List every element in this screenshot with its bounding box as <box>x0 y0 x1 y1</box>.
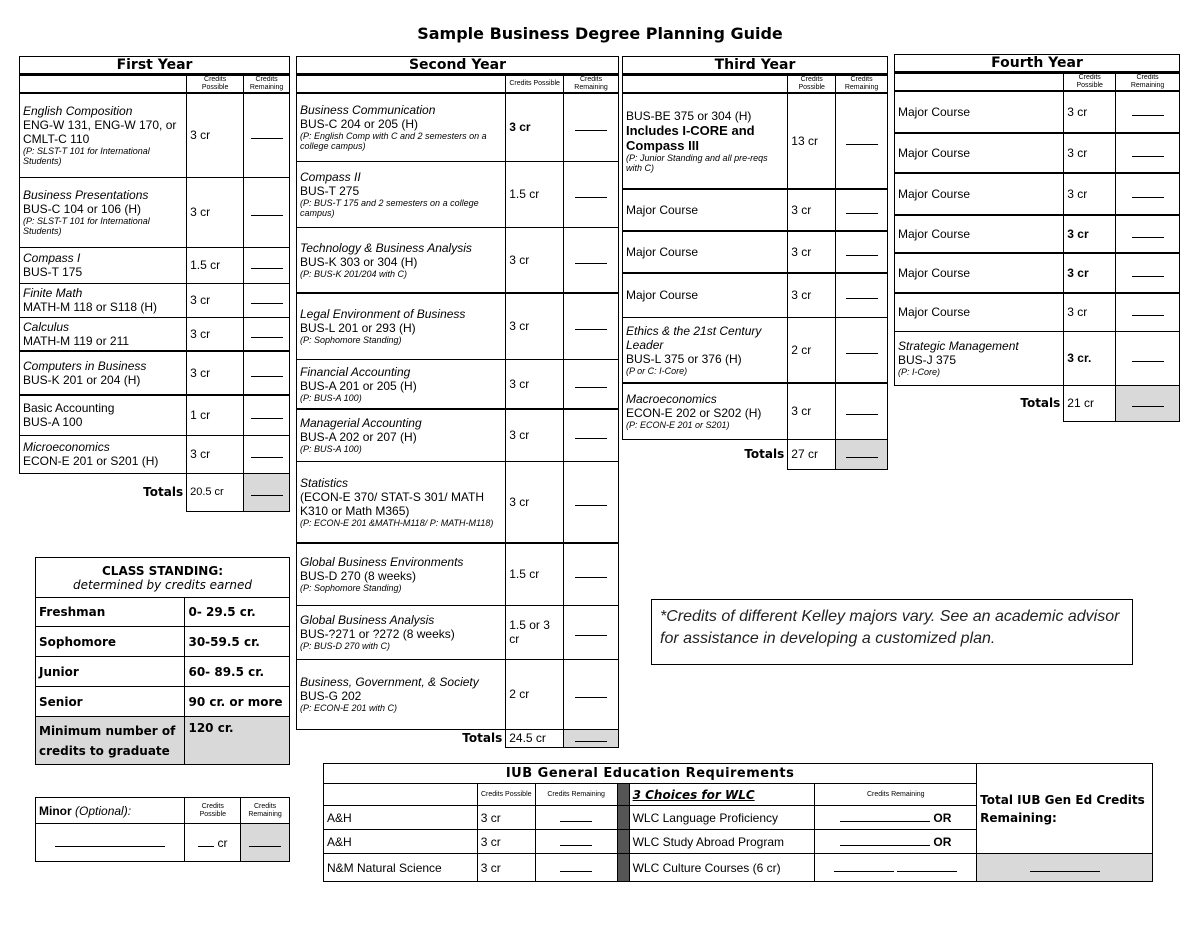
third-year-total: 27 cr <box>788 439 836 469</box>
course-row: Computers in Business BUS-K 201 or 204 (H) 3 cr <box>20 351 290 395</box>
minor-remaining-input[interactable] <box>249 836 281 847</box>
first-year-total: 20.5 cr <box>187 473 244 511</box>
credits-remaining-input[interactable] <box>575 120 607 131</box>
page-title: Sample Business Degree Planning Guide <box>417 24 783 43</box>
course-row: Global Business Environments BUS-D 270 (8 weeks) (P: Sophomore Standing) 1.5 cr <box>297 543 619 605</box>
credits-remaining-input[interactable] <box>575 687 607 698</box>
credits-note: *Credits of different Kelley majors vary. See an academic advisor for assistance in developing a customized plan. <box>651 599 1133 665</box>
second-year-table: Second Year Credits Possible Credits Remaining Business Communication BUS-C 204 or 205 (H) (P: English Comp with C and 2 semesters on a college campus) 3 cr Compass II BUS-T 275 (P: BUS-T 175 and 2 semesters on a college campus) 1.5 cr Technology & Business Analysis BUS-K 303 or 304 (H) (P: BUS-K 201/204 with C) 3 cr Legal Environment of Business BUS-L 201 or 293 (H) (P: Sophomore Standing) 3 cr Financial Accounting BUS-A 201 or 205 (H) (P: BUS-A 100) 3 cr Managerial Accounting BUS-A 202 or 207 (H) (P: BUS-A 100) 3 cr Statistics (ECON-E 370/ STAT-S 301/ MATH K310 or Math M365) (P: ECON-E 201 &MATH-M118/ P: MATH-M118) 3 cr Global Business Environments BUS-D 270 (8 weeks) (P: Sophomore Standing) 1.5 cr Global Business Analysis BUS-?271 or ?272 (8 weeks) (P: BUS-D 270 with C) 1.5 or 3 cr Business, Government, & Society BUS-G 202 (P: ECON-E 201 with C) 2 cr Totals 24.5 cr <box>296 56 619 748</box>
gened-title: IUB General Education Requirements <box>324 764 977 784</box>
course-row: Strategic Management BUS-J 375 (P: I-Core) 3 cr. <box>895 331 1180 385</box>
course-row: Major Course 3 cr <box>623 231 888 273</box>
credits-remaining-input[interactable] <box>846 343 878 354</box>
totals-label: Totals <box>143 485 184 500</box>
credits-remaining-input[interactable] <box>251 128 283 139</box>
credits-remaining-input[interactable] <box>1132 105 1164 116</box>
credits-remaining-input[interactable] <box>560 835 592 846</box>
course-row: Finite Math MATH-M 118 or S118 (H) 3 cr <box>20 283 290 317</box>
credits-remaining-input[interactable] <box>560 811 592 822</box>
course-row: Compass II BUS-T 275 (P: BUS-T 175 and 2 semesters on a college campus) 1.5 cr <box>297 161 619 227</box>
credits-remaining-input[interactable] <box>846 404 878 415</box>
class-standing-title: CLASS STANDING: <box>101 563 223 578</box>
gened-row: A&H 3 cr WLC Language Proficiency OR <box>324 806 1153 830</box>
course-row: Business, Government, & Society BUS-G 202 (P: ECON-E 201 with C) 2 cr <box>297 659 619 729</box>
fourth-year-table: Fourth Year Credits Possible Credits Remaining Major Course 3 cr Major Course 3 cr Major Course 3 cr Major Course 3 cr Major Course 3 cr Major Course 3 cr Strategic Management BUS-J 375 (P: I-Core) 3 cr. Totals 21 cr <box>894 54 1180 422</box>
credits-remaining-input[interactable] <box>575 567 607 578</box>
course-row: Business Presentations BUS-C 104 or 106 (H) (P: SLST-T 101 for International Students) 3 cr <box>20 177 290 247</box>
course-row: Major Course 3 cr <box>623 189 888 231</box>
class-standing-table <box>35 557 290 765</box>
minor-table: Minor (Optional): Credits Possible Credits Remaining cr <box>35 797 290 862</box>
credits-remaining-input[interactable] <box>575 253 607 264</box>
wlc-remaining-input[interactable] <box>840 835 930 846</box>
credits-remaining-input[interactable] <box>1132 266 1164 277</box>
standing-row: Minimum number of credits to graduate 120 cr. <box>36 717 290 765</box>
course-row: Global Business Analysis BUS-?271 or ?272 (8 weeks) (P: BUS-D 270 with C) 1.5 or 3 cr <box>297 605 619 659</box>
credits-remaining-input[interactable] <box>575 377 607 388</box>
credits-remaining-input[interactable] <box>575 187 607 198</box>
gened-total-label: Total IUB Gen Ed Credits Remaining: <box>977 764 1153 854</box>
course-row: BUS-BE 375 or 304 (H) Includes I-CORE and Compass III (P: Junior Standing and all pre-reqs with C) 13 cr <box>623 93 888 189</box>
credits-remaining-input[interactable] <box>1132 351 1164 362</box>
course-row: Statistics (ECON-E 370/ STAT-S 301/ MATH K310 or Math M365) (P: ECON-E 201 &MATH-M118/ P: MATH-M118) 3 cr <box>297 461 619 543</box>
third-year-table: Third Year Credits Possible Credits Remaining BUS-BE 375 or 304 (H) Includes I-CORE and Compass III (P: Junior Standing and all pre-reqs with C) 13 cr Major Course 3 cr Major Course 3 cr Major Course 3 cr Ethics & the 21st Century Leader BUS-L 375 or 376 (H) (P or C: I-Core) 2 cr Macroeconomics ECON-E 202 or S202 (H) (P: ECON-E 201 or S201) 3 cr Totals 27 cr <box>622 56 888 470</box>
wlc-remaining-input[interactable] <box>834 861 894 872</box>
fourth-year-total: 21 cr <box>1064 385 1116 421</box>
course-row: Major Course 3 cr <box>895 91 1180 133</box>
credits-remaining-input[interactable] <box>251 327 283 338</box>
credits-remaining-input[interactable] <box>1132 146 1164 157</box>
wlc-remaining-input[interactable] <box>840 811 930 822</box>
course-row: Major Course 3 cr <box>895 215 1180 253</box>
gened-table: IUB General Education Requirements Total IUB Gen Ed Credits Remaining: Credits Possible Credits Remaining 3 Choices for WLC Credits Remaining A&H 3 cr WLC Language Proficiency OR A&H 3 cr WLC Study Abroad Program OR N&M Natural Science 3 cr WLC Culture Courses (6 cr) <box>323 763 1153 882</box>
credits-remaining-input[interactable] <box>575 625 607 636</box>
course-row: Business Communication BUS-C 204 or 205 (H) (P: English Comp with C and 2 semesters on a college campus) 3 cr <box>297 93 619 161</box>
credits-remaining-input[interactable] <box>1132 187 1164 198</box>
minor-optional: (Optional): <box>75 803 132 818</box>
credits-remaining-input[interactable] <box>575 428 607 439</box>
course-row: Calculus MATH-M 119 or 211 3 cr <box>20 317 290 351</box>
wlc-choices-label: 3 Choices for WLC <box>629 784 815 806</box>
gened-row: N&M Natural Science 3 cr WLC Culture Courses (6 cr) <box>324 854 1153 882</box>
credits-remaining-input[interactable] <box>560 861 592 872</box>
minor-label: Minor <box>39 803 72 818</box>
standing-row: Freshman 0- 29.5 cr. <box>36 598 290 627</box>
total-remaining-input[interactable] <box>251 485 283 496</box>
credits-possible-header: Credits Possible <box>187 75 244 94</box>
gened-row: A&H 3 cr WLC Study Abroad Program OR <box>324 830 1153 854</box>
credits-remaining-input[interactable] <box>846 245 878 256</box>
course-row: Ethics & the 21st Century Leader BUS-L 375 or 376 (H) (P or C: I-Core) 2 cr <box>623 317 888 383</box>
gened-total-input[interactable] <box>1030 861 1100 872</box>
credits-remaining-input[interactable] <box>251 408 283 419</box>
course-row: Major Course 3 cr <box>895 293 1180 331</box>
course-row: Financial Accounting BUS-A 201 or 205 (H) (P: BUS-A 100) 3 cr <box>297 359 619 409</box>
course-row: Macroeconomics ECON-E 202 or S202 (H) (P: ECON-E 201 or S201) 3 cr <box>623 383 888 439</box>
credits-remaining-input[interactable] <box>1132 227 1164 238</box>
course-row: Major Course 3 cr <box>895 253 1180 293</box>
first-year-table <box>19 56 290 512</box>
credits-remaining-input[interactable] <box>251 205 283 216</box>
credits-remaining-input[interactable] <box>251 366 283 377</box>
class-standing-subtitle: determined by credits earned <box>73 577 252 592</box>
course-row: Major Course 3 cr <box>895 173 1180 215</box>
wlc-remaining-input-2[interactable] <box>897 861 957 872</box>
course-row: Major Course 3 cr <box>623 273 888 317</box>
credits-remaining-input[interactable] <box>1132 305 1164 316</box>
second-year-title: Second Year <box>297 57 619 75</box>
credits-remaining-header: Credits Remaining <box>244 75 290 94</box>
credits-remaining-input[interactable] <box>846 134 878 145</box>
course-row: Technology & Business Analysis BUS-K 303 or 304 (H) (P: BUS-K 201/204 with C) 3 cr <box>297 227 619 293</box>
standing-row: Junior 60- 89.5 cr. <box>36 657 290 687</box>
course-row: English Composition ENG-W 131, ENG-W 170, or CMLT-C 110 (P: SLST-T 101 for International Students) 3 cr <box>20 93 290 177</box>
first-year-title: First Year <box>20 57 290 75</box>
standing-row: Senior 90 cr. or more <box>36 687 290 717</box>
credits-remaining-input[interactable] <box>846 203 878 214</box>
course-row: Managerial Accounting BUS-A 202 or 207 (H) (P: BUS-A 100) 3 cr <box>297 409 619 461</box>
minor-credits-input[interactable] <box>198 836 214 847</box>
credits-remaining-input[interactable] <box>251 293 283 304</box>
credits-remaining-input[interactable] <box>575 319 607 330</box>
minor-name-input[interactable] <box>55 836 165 847</box>
credits-remaining-input[interactable] <box>251 258 283 269</box>
credits-remaining-input[interactable] <box>846 288 878 299</box>
credits-remaining-input[interactable] <box>251 447 283 458</box>
total-remaining-input[interactable] <box>575 731 607 742</box>
course-row: Microeconomics ECON-E 201 or S201 (H) 3 cr <box>20 435 290 473</box>
course-row: Legal Environment of Business BUS-L 201 or 293 (H) (P: Sophomore Standing) 3 cr <box>297 293 619 359</box>
total-remaining-input[interactable] <box>1132 396 1164 407</box>
second-year-total: 24.5 cr <box>506 729 564 747</box>
fourth-year-title: Fourth Year <box>895 55 1180 73</box>
course-row: Compass I BUS-T 175 1.5 cr <box>20 247 290 283</box>
third-year-title: Third Year <box>623 57 888 75</box>
standing-row: Sophomore 30-59.5 cr. <box>36 627 290 657</box>
total-remaining-input[interactable] <box>846 447 878 458</box>
course-row: Basic Accounting BUS-A 100 1 cr <box>20 395 290 435</box>
course-row: Major Course 3 cr <box>895 133 1180 173</box>
credits-remaining-input[interactable] <box>575 495 607 506</box>
